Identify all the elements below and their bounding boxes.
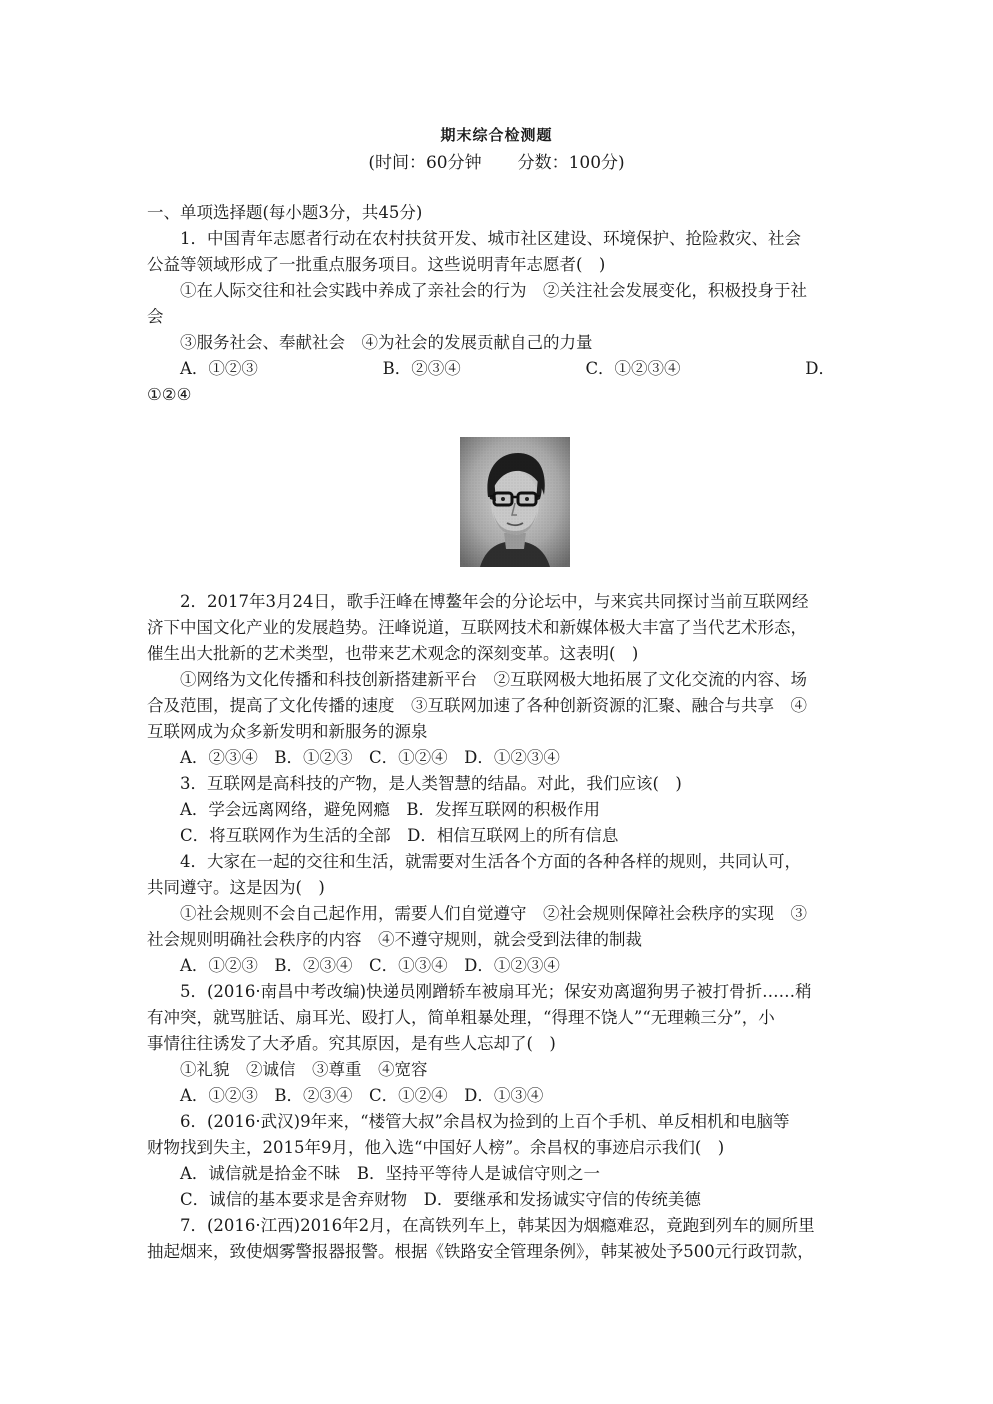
- q1-line-3: ①在人际交往和社会实践中养成了亲社会的行为 ②关注社会发展变化，积极投身于社: [180, 281, 807, 300]
- q5-line-3: 事情往往诱发了大矛盾。究其原因，是有些人忘却了( ): [147, 1034, 556, 1053]
- q1-option-c: C．①②③④: [585, 359, 681, 378]
- q7-line-2: 抽起烟来，致使烟雾警报器报警。根据《铁路安全管理条例》，韩某被处予500元行政罚款，: [147, 1242, 814, 1261]
- q2-line-5: 合及范围，提高了文化传播的速度 ③互联网加速了各种创新资源的汇聚、融合与共享 ④: [147, 696, 807, 715]
- q2-line-2: 济下中国文化产业的发展趋势。汪峰说道，互联网技术和新媒体极大丰富了当代艺术形态，: [147, 618, 807, 637]
- q3-options-ab: A．学会远离网络，避免网瘾 B．发挥互联网的积极作用: [180, 800, 601, 819]
- q2-line-4: ①网络为文化传播和科技创新搭建新平台 ②互联网极大地拓展了文化交流的内容、场: [180, 670, 807, 689]
- question-block-1: [147, 200, 853, 408]
- exam-info: [0, 148, 993, 173]
- q4-line-1: 4．大家在一起的交往和生活，就需要对生活各个方面的各种各样的规则，共同认可，: [180, 852, 801, 871]
- exam-time: (时间：60分钟: [368, 153, 482, 173]
- q1-option-d-continued: ①②④: [147, 385, 192, 404]
- q4-line-2: 共同遵守。这是因为( ): [147, 878, 325, 897]
- q1-line-4: 会: [147, 307, 164, 326]
- q2-line-3: 催生出大批新的艺术类型，也带来艺术观念的深刻变革。这表明( ): [147, 644, 639, 663]
- q2-line-6: 互联网成为众多新发明和新服务的源泉: [147, 722, 428, 741]
- q1-option-d: D．: [805, 359, 835, 378]
- q1-line-1: 1．中国青年志愿者行动在农村扶贫开发、城市社区建设、环境保护、抢险救灾、社会: [180, 229, 801, 248]
- q1-option-a: A．①②③: [180, 359, 258, 378]
- q6-line-2: 财物找到失主，2015年9月，他入选“中国好人榜”。余昌权的事迹启示我们( ): [147, 1138, 725, 1157]
- q2-line-1: 2．2017年3月24日，歌手汪峰在博鳌年会的分论坛中，与来宾共同探讨当前互联网经: [180, 592, 809, 611]
- q1-line-5: ③服务社会、奉献社会 ④为社会的发展贡献自己的力量: [180, 333, 593, 352]
- q1-line-2: 公益等领域形成了一批重点服务项目。这些说明青年志愿者( ): [147, 255, 606, 274]
- q5-line-4: ①礼貌 ②诚信 ③尊重 ④宽容: [180, 1060, 428, 1079]
- q5-line-1: 5．(2016·南昌中考改编)快递员刚蹭轿车被扇耳光；保安劝离遛狗男子被打骨折……稍: [180, 982, 812, 1001]
- section-heading: 一、单项选择题(每小题3分，共45分): [147, 203, 423, 222]
- q6-line-1: 6．(2016·武汉)9年来，“楼管大叔”余昌权为捡到的上百个手机、单反相机和电脑等: [180, 1112, 790, 1131]
- q6-options-cd: C．诚信的基本要求是舍弃财物 D．要继承和发扬诚实守信的传统美德: [180, 1190, 701, 1209]
- q4-options: A．①②③ B．②③④ C．①③④ D．①②③④: [180, 956, 560, 975]
- q1-option-b: B．②③④: [382, 359, 461, 378]
- q4-line-3: ①社会规则不会自己起作用，需要人们自觉遵守 ②社会规则保障社会秩序的实现 ③: [180, 904, 807, 923]
- q5-line-2: 有冲突，就骂脏话、扇耳光、殴打人，简单粗暴处理，“得理不饶人”“无理赖三分”，小: [147, 1008, 775, 1027]
- q3-options-cd: C．将互联网作为生活的全部 D．相信互联网上的所有信息: [180, 826, 619, 845]
- portrait-photo-icon: [460, 437, 570, 567]
- q7-line-1: 7．(2016·江西)2016年2月，在高铁列车上，韩某因为烟瘾难忍，竟跑到列车的厕所里: [180, 1216, 815, 1235]
- q3-line-1: 3．互联网是高科技的产物，是人类智慧的结晶。对此，我们应该( ): [180, 774, 682, 793]
- page-title: 期末综合检测题: [440, 126, 553, 144]
- q6-options-ab: A．诚信就是拾金不昧 B．坚持平等待人是诚信守则之一: [180, 1164, 601, 1183]
- q4-line-4: 社会规则明确社会秩序的内容 ④不遵守规则，就会受到法律的制裁: [147, 930, 642, 949]
- q5-options: A．①②③ B．②③④ C．①②④ D．①③④: [180, 1086, 544, 1105]
- question-block-2: [147, 589, 853, 1265]
- exam-score: 分数：100分): [517, 153, 625, 173]
- q2-options: A．②③④ B．①②③ C．①②④ D．①②③④: [180, 748, 560, 767]
- q1-options: [147, 356, 853, 382]
